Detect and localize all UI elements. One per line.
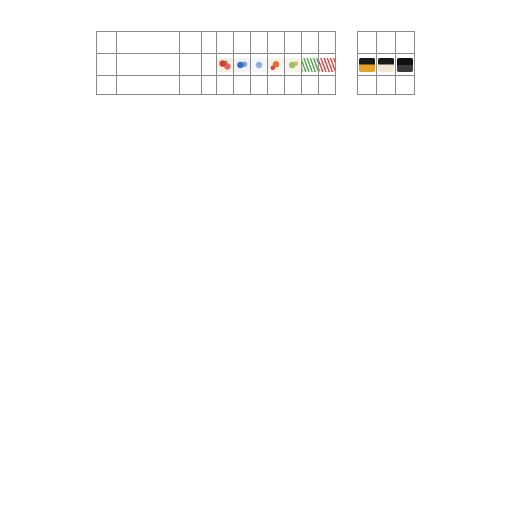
col-flower-red: [268, 32, 285, 54]
col-arrow-red: [319, 32, 336, 54]
french-text: [264, 336, 414, 343]
col-crema-flower: [217, 32, 234, 54]
col-pu-header: [202, 76, 217, 95]
col-crema-black: [377, 32, 396, 54]
english-text: [96, 336, 246, 343]
black-black-swatch: [397, 58, 413, 72]
col-lightbl-fish: [251, 32, 268, 54]
flower-green-swatch: [285, 58, 301, 72]
swatch-row-top: [97, 54, 415, 76]
crema-black-swatch: [378, 58, 394, 72]
col-black-black: [396, 32, 415, 54]
yellow-black-swatch: [359, 58, 375, 72]
crema-flower-swatch: [217, 58, 233, 72]
arrow-green-swatch: [302, 58, 318, 72]
lightbl-fish-swatch: [251, 58, 267, 72]
col-crema-fish: [234, 32, 251, 54]
flower-red-swatch: [268, 58, 284, 72]
col-arrow-green: [302, 32, 319, 54]
arrow-red-swatch: [319, 58, 335, 72]
column-label-row: [97, 76, 415, 95]
product-table: [96, 31, 415, 95]
crema-fish-swatch: [234, 58, 250, 72]
col-yellow-black: [358, 32, 377, 54]
info-text: [96, 336, 414, 343]
col-num-header: [97, 76, 117, 95]
col-flower-green: [285, 32, 302, 54]
col-price-header: [180, 76, 202, 95]
header-row: [97, 32, 415, 54]
col-description-header: [117, 76, 180, 95]
